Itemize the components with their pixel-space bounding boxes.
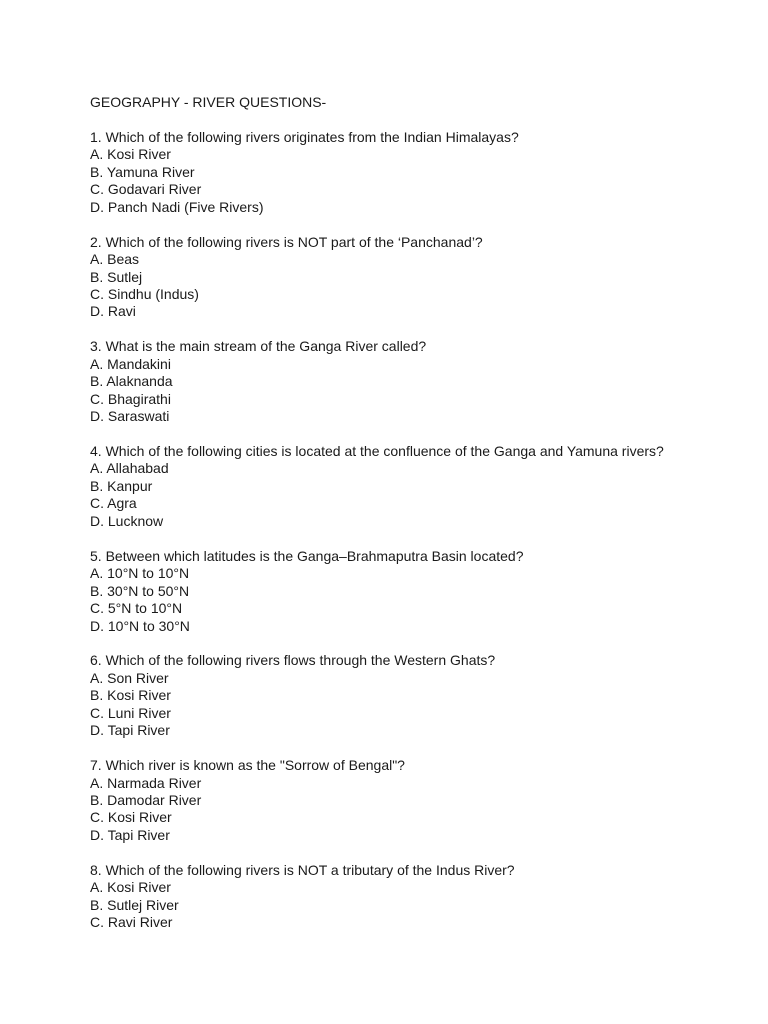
option-b: B. Alaknanda — [90, 373, 173, 390]
question-3 — [90, 338, 740, 425]
option-d: D. Panch Nadi (Five Rivers) — [90, 198, 264, 215]
option-d: D. Ravi — [90, 303, 136, 320]
document-page — [90, 94, 740, 949]
option-b: B. Sutlej — [90, 268, 143, 285]
option-a: A. Allahabad — [90, 460, 169, 477]
question-text: 8. Which of the following rivers is NOT a tributary of the Indus River? — [90, 861, 515, 878]
question-5 — [90, 548, 740, 635]
option-c: C. Luni River — [90, 704, 171, 721]
option-c: C. Bhagirathi — [90, 390, 171, 407]
option-b: B. Yamuna River — [90, 163, 195, 180]
option-c: C. Ravi River — [90, 914, 173, 931]
question-text: 6. Which of the following rivers flows through the Western Ghats? — [90, 652, 496, 669]
option-d: D. Tapi River — [90, 722, 170, 739]
question-4 — [90, 443, 740, 530]
option-d: D. Saraswati — [90, 408, 170, 425]
question-1 — [90, 129, 740, 216]
option-d: D. Tapi River — [90, 826, 170, 843]
question-text: 7. Which river is known as the "Sorrow of Bengal"? — [90, 757, 405, 774]
option-c: C. Kosi River — [90, 809, 172, 826]
option-a: A. Kosi River — [90, 879, 171, 896]
option-b: B. 30°N to 50°N — [90, 582, 190, 599]
option-a: A. 10°N to 10°N — [90, 565, 190, 582]
option-b: B. Kosi River — [90, 687, 171, 704]
option-d: D. Lucknow — [90, 512, 164, 529]
question-8 — [90, 862, 740, 932]
question-text: 3. What is the main stream of the Ganga River called? — [90, 338, 427, 355]
option-c: C. 5°N to 10°N — [90, 600, 183, 617]
option-c: C. Agra — [90, 495, 137, 512]
option-a: A. Kosi River — [90, 146, 171, 163]
option-b: B. Sutlej River — [90, 896, 179, 913]
document-title: GEOGRAPHY - RIVER QUESTIONS- — [90, 94, 327, 110]
option-d: D. 10°N to 30°N — [90, 617, 190, 634]
question-text: 4. Which of the following cities is located at the confluence of the Ganga and Yamuna rivers? — [90, 443, 664, 459]
question-text: 5. Between which latitudes is the Ganga–Brahmaputra Basin located? — [90, 547, 524, 564]
option-b: B. Kanpur — [90, 477, 153, 494]
option-c: C. Sindhu (Indus) — [90, 285, 199, 302]
option-a: A. Mandakini — [90, 355, 171, 372]
question-7 — [90, 757, 740, 844]
option-a: A. Son River — [90, 669, 169, 686]
option-a: A. Beas — [90, 251, 140, 268]
question-text: 2. Which of the following rivers is NOT part of the ‘Panchanad’? — [90, 233, 483, 250]
option-b: B. Damodar River — [90, 792, 202, 809]
question-2 — [90, 234, 740, 321]
question-text: 1. Which of the following rivers originates from the Indian Himalayas? — [90, 128, 519, 145]
question-6 — [90, 652, 740, 739]
option-a: A. Narmada River — [90, 774, 202, 791]
option-c: C. Godavari River — [90, 181, 202, 198]
